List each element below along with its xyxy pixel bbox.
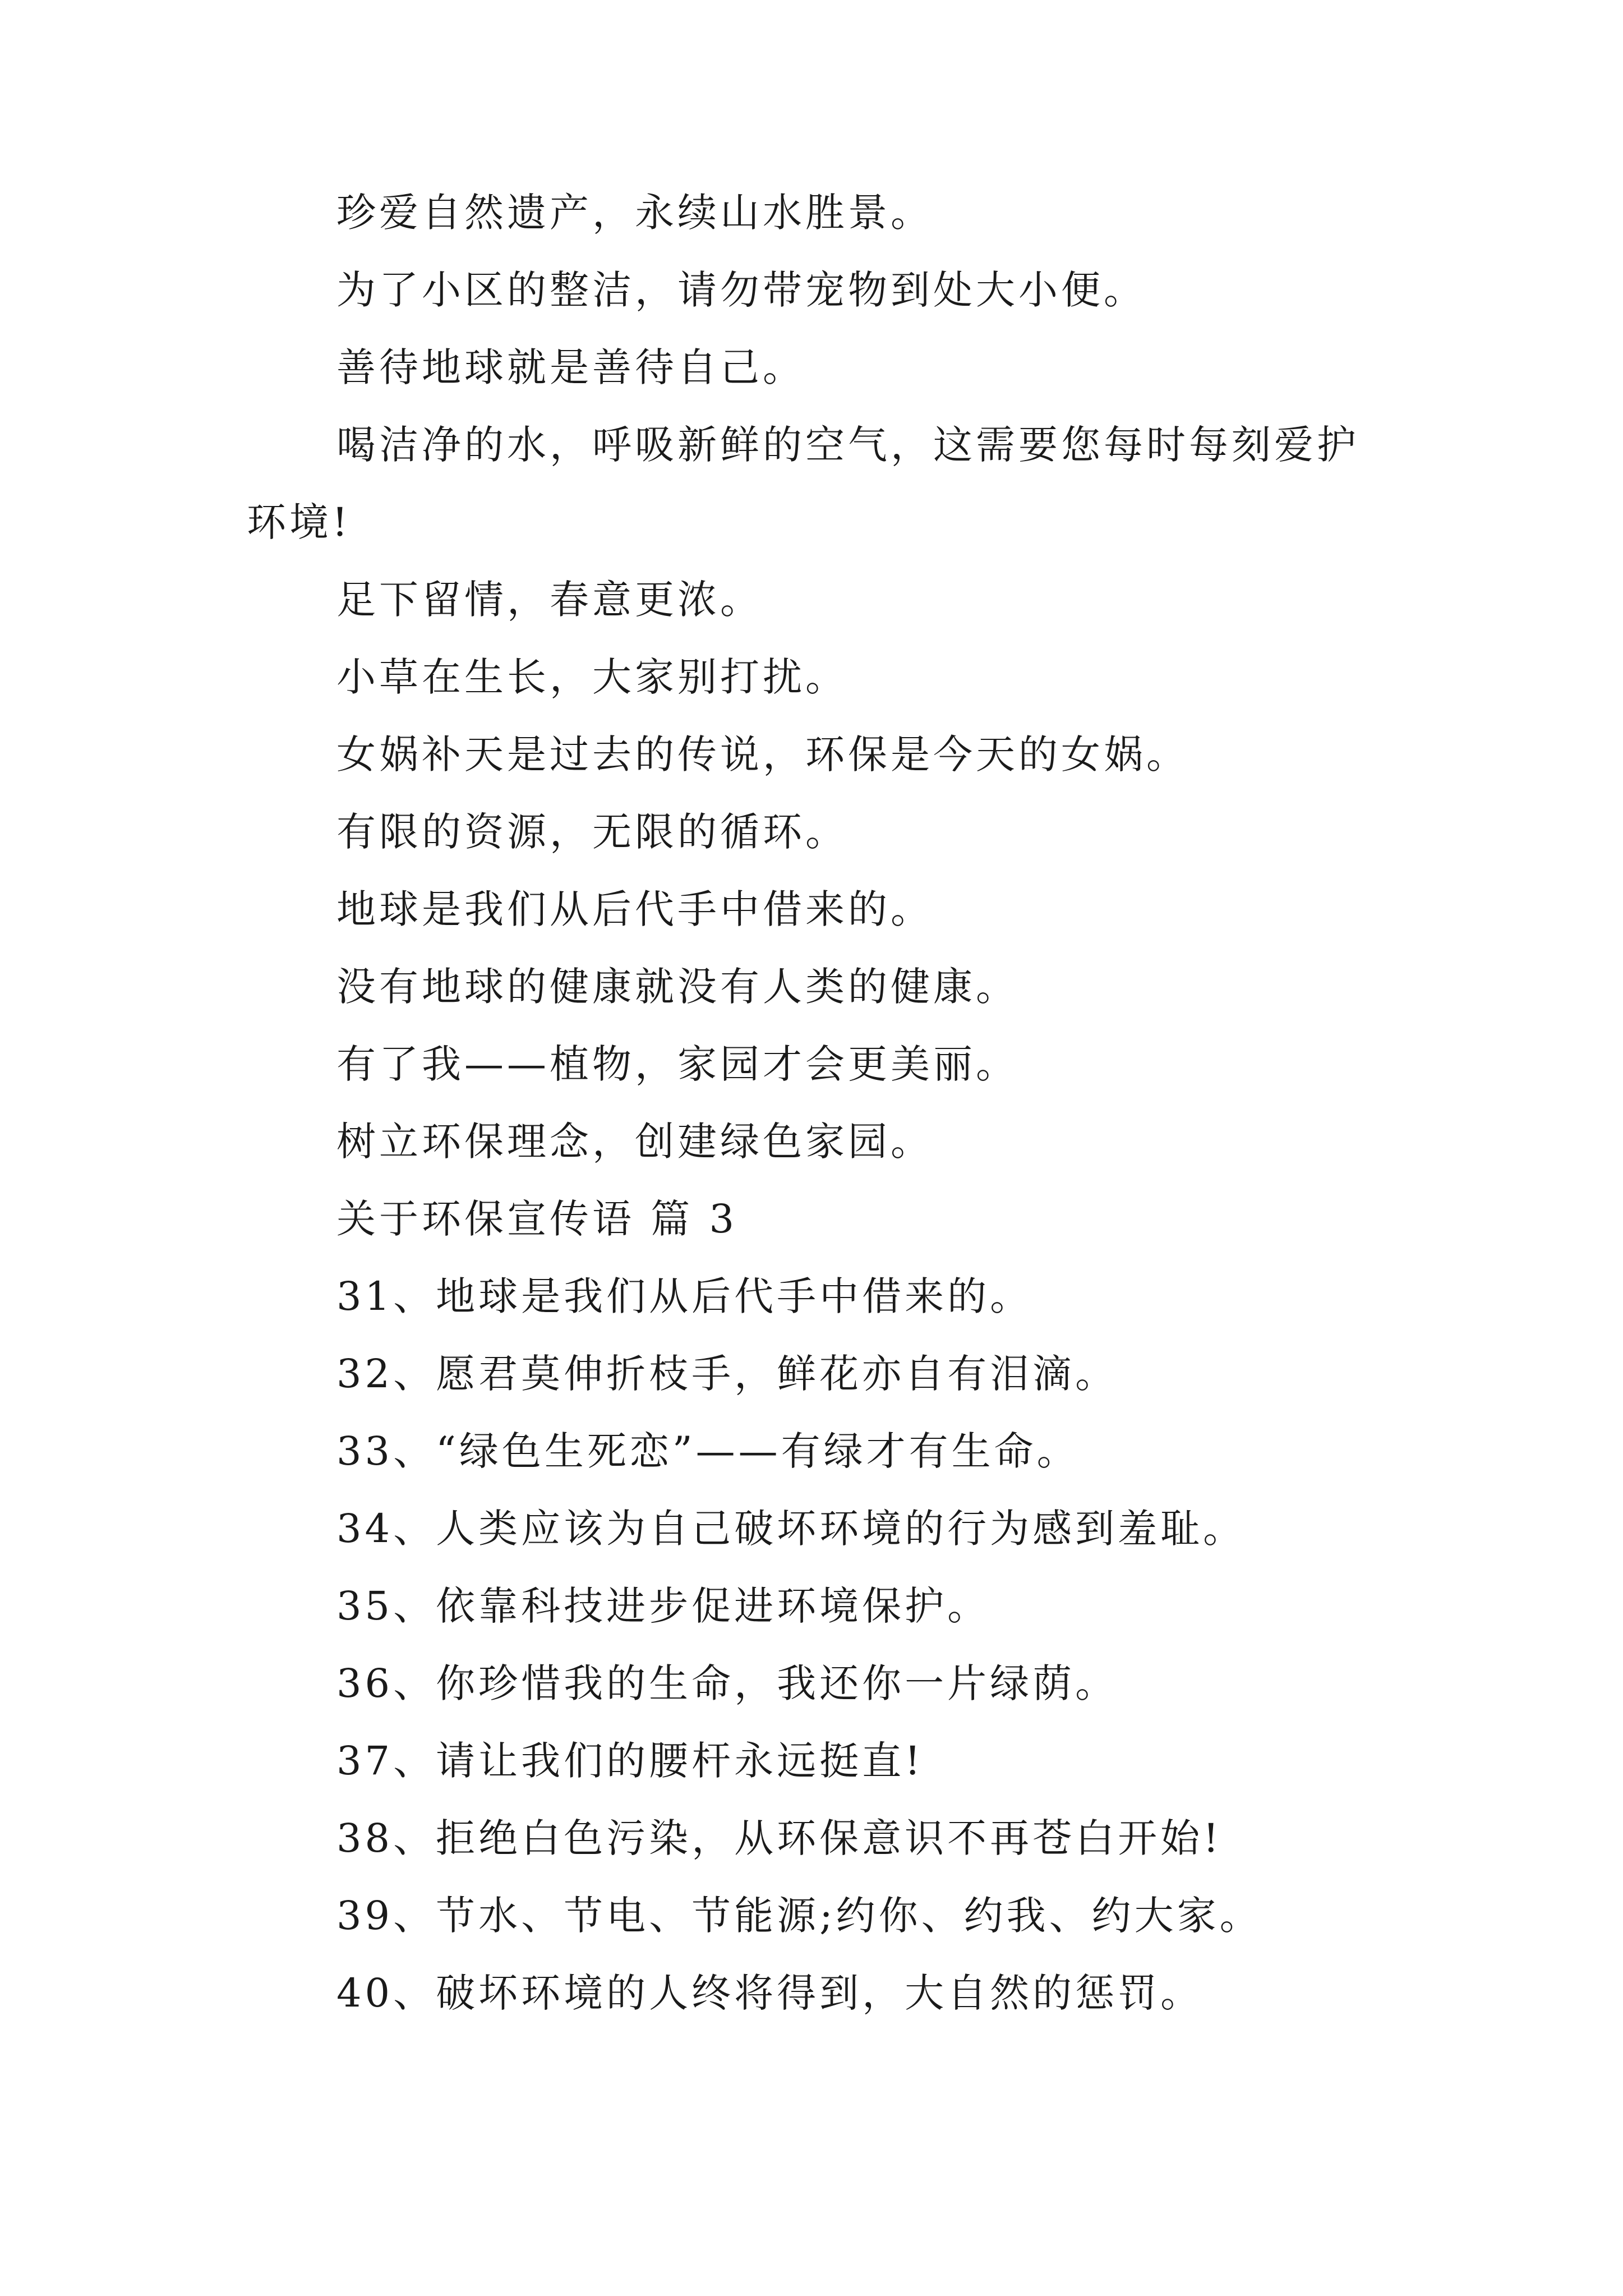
slogan-line-continuation: 环境! <box>247 499 352 545</box>
slogan-line: 女娲补天是过去的传说，环保是今天的女娲。 <box>336 731 1189 777</box>
numbered-slogan: 40、破坏环境的人终将得到，大自然的惩罚。 <box>336 1970 1204 2016</box>
slogan-line: 有了我——植物，家园才会更美丽。 <box>336 1041 1018 1087</box>
numbered-slogan: 34、人类应该为自己破坏环境的行为感到羞耻。 <box>336 1506 1246 1552</box>
slogan-line: 善待地球就是善待自己。 <box>336 344 805 390</box>
slogan-line: 喝洁净的水，呼吸新鲜的空气，这需要您每时每刻爱护 <box>336 422 1359 468</box>
section-heading: 关于环保宣传语 篇 3 <box>336 1196 738 1242</box>
slogan-line: 没有地球的健康就没有人类的健康。 <box>336 964 1018 1010</box>
slogan-line: 小草在生长，大家别打扰。 <box>336 654 848 700</box>
numbered-slogan: 33、“绿色生死恋”——有绿才有生命。 <box>336 1428 1080 1474</box>
slogan-line: 地球是我们从后代手中借来的。 <box>336 886 933 932</box>
slogan-line: 有限的资源，无限的循环。 <box>336 809 848 855</box>
numbered-slogan: 37、请让我们的腰杆永远挺直! <box>336 1738 924 1784</box>
numbered-slogan: 35、依靠科技进步促进环境保护。 <box>336 1583 990 1629</box>
numbered-slogan: 32、愿君莫伸折枝手，鲜花亦自有泪滴。 <box>336 1351 1118 1397</box>
slogan-line: 为了小区的整洁，请勿带宠物到处大小便。 <box>336 267 1146 313</box>
numbered-slogan: 36、你珍惜我的生命，我还你一片绿荫。 <box>336 1660 1118 1706</box>
slogan-line: 足下留情，春意更浓。 <box>336 577 763 623</box>
slogan-line: 珍爱自然遗产，永续山水胜景。 <box>336 190 933 236</box>
numbered-slogan: 38、拒绝白色污染，从环保意识不再苍白开始! <box>336 1815 1223 1861</box>
slogan-line: 树立环保理念，创建绿色家园。 <box>336 1119 933 1165</box>
document-body <box>247 174 1391 2032</box>
numbered-slogan: 31、地球是我们从后代手中借来的。 <box>336 1273 1033 1319</box>
numbered-slogan: 39、节水、节电、节能源;约你、约我、约大家。 <box>336 1893 1262 1939</box>
